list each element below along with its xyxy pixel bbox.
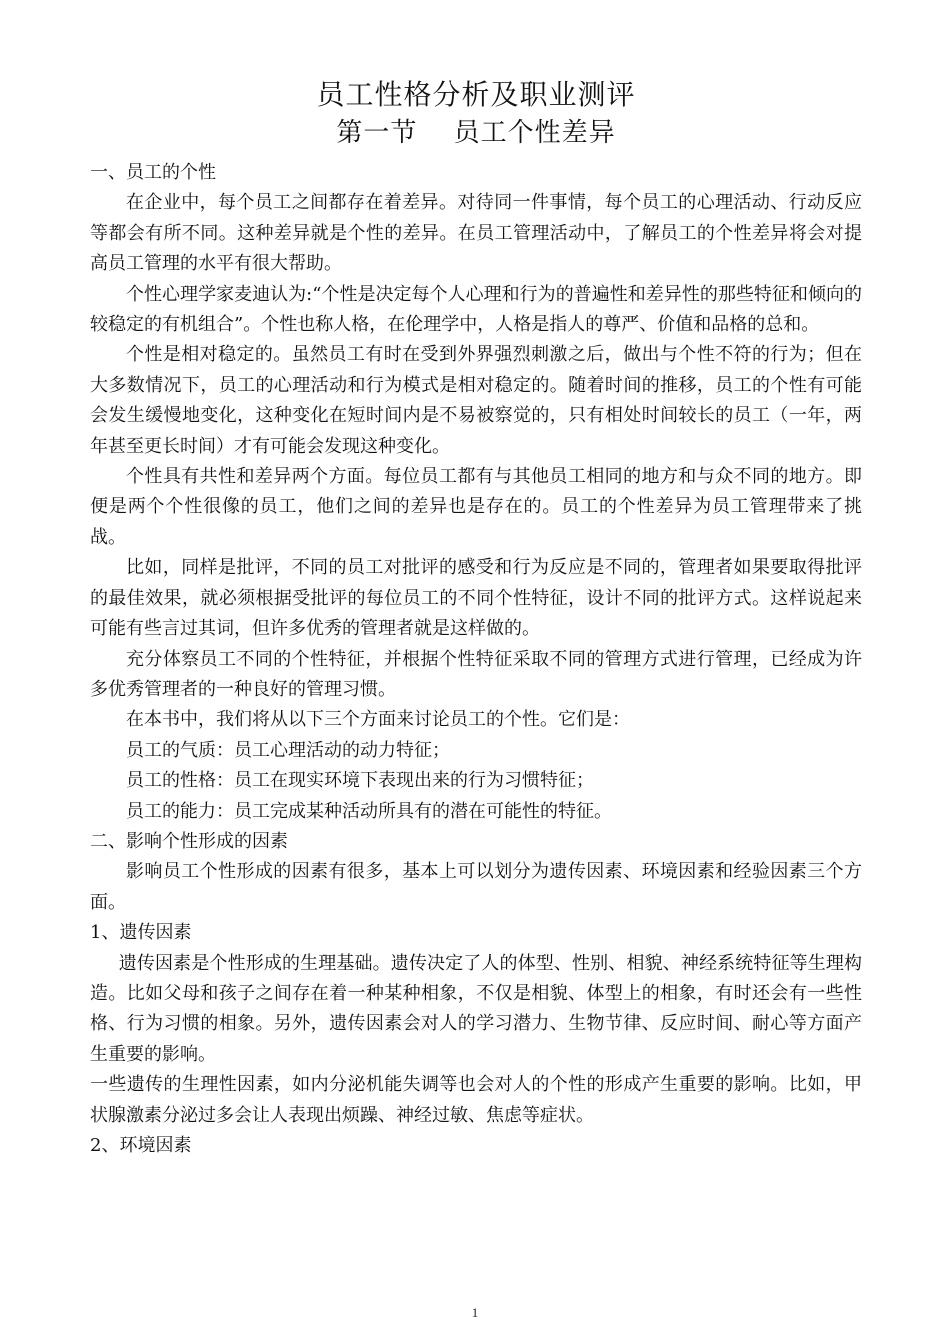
paragraph: 员工的性格：员工在现实环境下表现出来的行为习惯特征； <box>126 770 594 792</box>
paragraph: 个性心理学家麦迪认为:“个性是决定每个人心理和行为的普遍性和差异性的那些特征和倾向的较稳定的有机组合”。个性也称人格，在伦理学中，人格是指人的尊严、价值和品格的总和。 <box>90 283 862 336</box>
paragraph: 在企业中，每个员工之间都存在着差异。对待同一件事情，每个员工的心理活动、行动反应等都会有所不同。这种差异就是个性的差异。在员工管理活动中，了解员工的个性差异将会对提高员工管理的水平有很大帮助。 <box>90 192 862 275</box>
paragraph: 一些遗传的生理性因素，如内分泌机能失调等也会对人的个性的形成产生重要的影响。比如，甲状腺激素分泌过多会让人表现出烦躁、神经过敏、焦虑等症状。 <box>90 1074 862 1126</box>
section-heading: 二、影响个性形成的因素 <box>90 830 288 852</box>
paragraph: 遗传因素是个性形成的生理基础。遗传决定了人的体型、性别、相貌、神经系统特征等生理构造。比如父母和孩子之间存在着一种某种相象，不仅是相貌、体型上的相象，有时还会有一些性格、行为习惯的相象。另外，遗传因素会对人的学习潜力、生物节律、反应时间、耐心等方面产生重要的影响。 <box>90 952 862 1065</box>
paragraph: 员工的气质：员工心理活动的动力特征； <box>126 739 450 761</box>
document-body <box>90 158 862 1161</box>
paragraph: 个性是相对稳定的。虽然员工有时在受到外界强烈刺激之后，做出与个性不符的行为；但在大多数情况下，员工的心理活动和行为模式是相对稳定的。随着时间的推移，员工的个性有可能会发生缓慢地变化，这种变化在短时间内是不易被察觉的，只有相处时间较长的员工（一年，两年甚至更长时间）才有可能会发现这种变化。 <box>90 344 862 457</box>
section-heading: 2、环境因素 <box>90 1135 192 1156</box>
document-title: 员工性格分析及职业测评 <box>316 78 636 111</box>
paragraph: 在本书中，我们将从以下三个方面来讨论员工的个性。它们是： <box>126 709 630 731</box>
paragraph: 个性具有共性和差异两个方面。每位员工都有与其他员工相同的地方和与众不同的地方。即便是两个个性很像的员工，他们之间的差异也是存在的。员工的个性差异为员工管理带来了挑战。 <box>90 466 862 548</box>
paragraph: 影响员工个性形成的因素有很多，基本上可以划分为遗传因素、环境因素和经验因素三个方面。 <box>90 861 862 913</box>
paragraph: 员工的能力：员工完成某种活动所具有的潜在可能性的特征。 <box>126 800 612 822</box>
document-page <box>90 76 862 1161</box>
paragraph: 比如，同样是批评，不同的员工对批评的感受和行为反应是不同的，管理者如果要取得批评的最佳效果，就必须根据受批评的每位员工的不同个性特征，设计不同的批评方式。这样说起来可能有些言过其词，但许多优秀的管理者就是这样做的。 <box>90 557 862 640</box>
page-number: 1 <box>471 1305 479 1320</box>
paragraph: 充分体察员工不同的个性特征，并根据个性特征采取不同的管理方式进行管理，已经成为许多优秀管理者的一种良好的管理习惯。 <box>90 648 862 700</box>
section-title: 第一节 员工个性差异 <box>336 118 616 148</box>
section-heading: 一、员工的个性 <box>90 162 216 183</box>
section-heading: 1、遗传因素 <box>90 922 192 944</box>
